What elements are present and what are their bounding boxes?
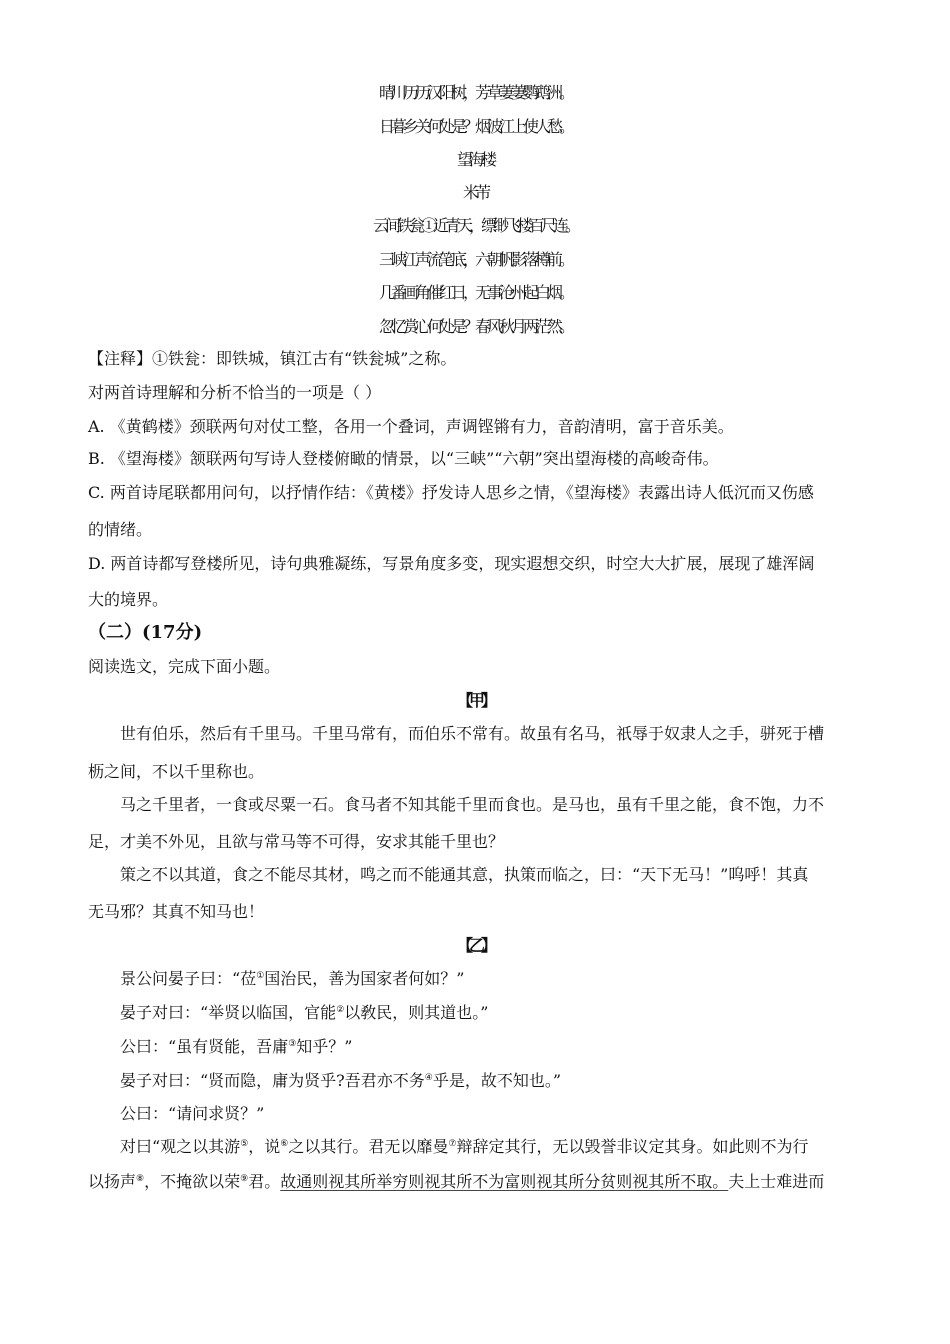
poem2-author: 米芾 xyxy=(462,183,487,202)
poem2-title: 望海楼 xyxy=(456,150,493,169)
footnote-marker: ② xyxy=(336,1005,345,1015)
footnote-marker: ③ xyxy=(288,1039,297,1049)
poem1-line: 晴川历历汉阳树，芳草萋萋鹦鹉洲。 xyxy=(378,83,571,102)
jia-paragraph-2-continued: 足，才美不外见，且欲与常马等不可得，安求其能千里也？ xyxy=(88,832,505,851)
yi-line: 晏子对曰：“举贤以临国，官能②以敎民，则其道也。” xyxy=(120,1003,489,1022)
poem2-line: 三峡江声流笔底，六朝帆影落樽前。 xyxy=(378,250,571,269)
option-c: C. 两首诗尾联都用问句，以抒情作结：《黄楼》抒发诗人思乡之情，《望海楼》表露出诗人低沉而又伤感 xyxy=(88,483,814,502)
footnote-marker: ⑤ xyxy=(240,1139,249,1149)
footnote-marker: ⑨ xyxy=(240,1174,249,1184)
poem2-line: 忽忆赏心何处是？春风秋月两茫然。 xyxy=(378,317,571,336)
footnote-marker: ① xyxy=(420,216,433,235)
yi-line: 晏子对曰：“贤而隐，庸为贤乎?吾君亦不务④乎是，故不知也。” xyxy=(120,1071,562,1090)
jia-paragraph-1-continued: 枥之间，不以千里称也。 xyxy=(88,762,265,781)
footnote-marker: ① xyxy=(256,971,265,981)
question-stem: 对两首诗理解和分析不恰当的一项是（ ） xyxy=(88,383,382,402)
option-c-continued: 的情绪。 xyxy=(88,520,153,539)
yi-line: 公曰：“虽有贤能，吾庸③知乎？” xyxy=(120,1037,353,1056)
yi-line: 以扬声⑧，不掩欲以荣⑨君。故通则视其所举穷则视其所不为富则视其所分贫则视其所不取。夫上士难进而 xyxy=(88,1172,825,1191)
poem2-line: 云间铁瓮①近青天，缥缈飞楼百尺连。 xyxy=(372,216,578,235)
jia-paragraph-2: 马之千里者，一食或尽粟一石。食马者不知其能千里而食也。是马也，虽有千里之能，食不饱，力不 xyxy=(120,795,825,814)
footnote-marker: ⑦ xyxy=(448,1139,457,1149)
footnote-marker: ⑥ xyxy=(280,1139,289,1149)
section-instruction: 阅读选文，完成下面小题。 xyxy=(88,657,281,676)
passage-yi-marker: 【乙】 xyxy=(456,936,493,955)
jia-paragraph-1: 世有伯乐，然后有千里马。千里马常有，而伯乐不常有。故虽有名马，祇辱于奴隶人之手，骈死于槽 xyxy=(120,724,825,743)
jia-paragraph-3: 策之不以其道，食之不能尽其材，鸣之而不能通其意，执策而临之，曰：“天下无马！”呜呼！其真 xyxy=(120,865,809,884)
yi-line: 公曰：“请问求贤？” xyxy=(120,1104,265,1123)
section-heading: （二）(17分) xyxy=(88,622,203,643)
jia-paragraph-3-continued: 无马邪？其真不知马也！ xyxy=(88,902,265,921)
yi-line: 景公问晏子曰：“莅①国治民，善为国家者何如？” xyxy=(120,969,465,988)
option-d: D. 两首诗都写登楼所见，诗句典雅凝练，写景角度多变，现实遐想交织，时空大大扩展，展现了雄浑阔 xyxy=(88,554,815,573)
footnote-marker: ④ xyxy=(424,1073,433,1083)
option-b: B. 《望海楼》颔联两句写诗人登楼俯瞰的情景，以“三峡”“六朝”突出望海楼的高峻奇伟。 xyxy=(88,449,719,468)
passage-jia-marker: 【甲】 xyxy=(456,691,493,710)
yi-line: 对曰“观之以其游⑤，说⑥之以其行。君无以靡曼⑦辩辞定其行，无以毁誉非议定其身。如此则不为行 xyxy=(120,1137,809,1156)
footnote-marker: ⑧ xyxy=(136,1174,145,1184)
option-d-continued: 大的境界。 xyxy=(88,590,169,609)
annotation-note: 【注释】①铁瓮：即铁城，镇江古有“铁瓮城”之称。 xyxy=(88,349,457,368)
poem1-line: 日暮乡关何处是？烟波江上使人愁。 xyxy=(378,117,571,136)
underlined-sentence: 故通则视其所举穷则视其所不为富则视其所分贫则视其所不取。 xyxy=(280,1172,729,1191)
option-a: A. 《黄鹤楼》颈联两句对仗工整，各用一个叠词，声调铿锵有力，音韵清明，富于音乐美。 xyxy=(88,417,734,436)
poem2-line: 几番画角催红日，无事沧州起白烟。 xyxy=(378,283,571,302)
